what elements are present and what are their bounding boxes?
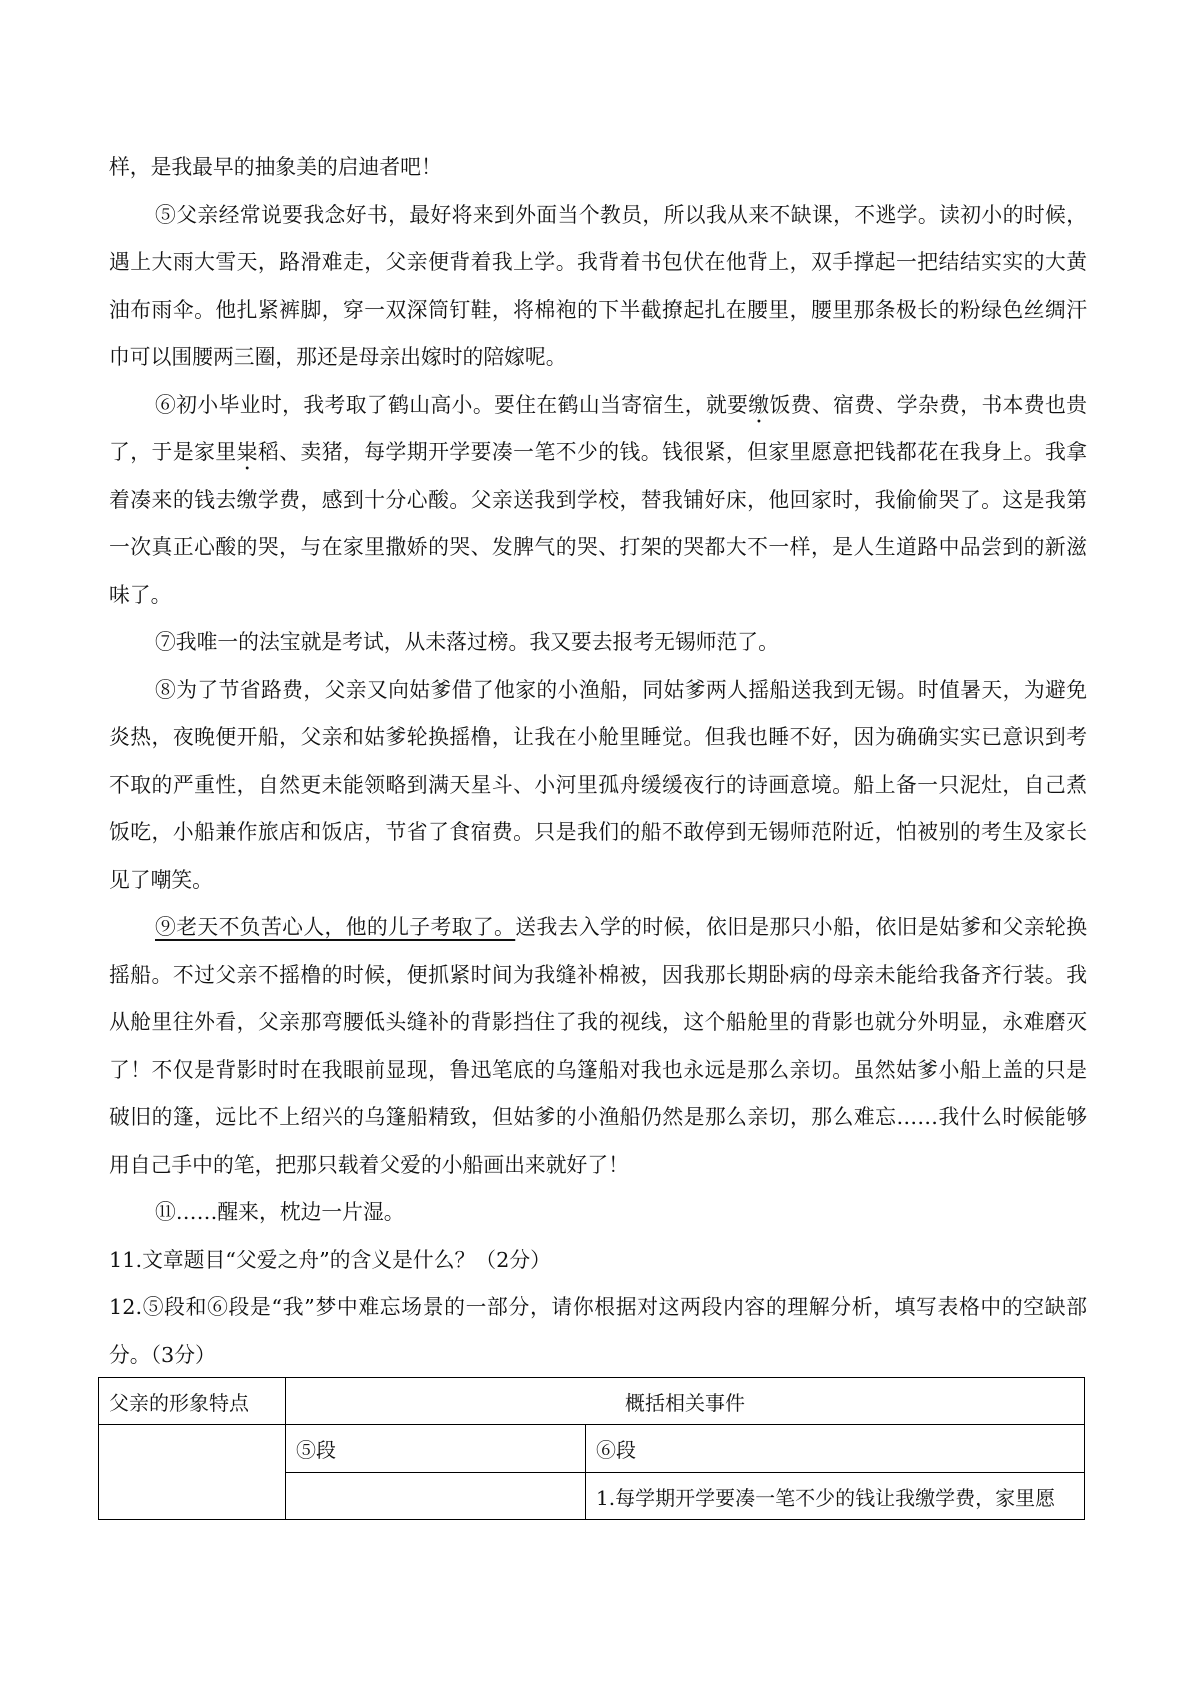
emphasized-char: 粜 [236, 440, 258, 464]
document-page [109, 144, 1087, 1379]
passage-line: 摇船。不过父亲不摇橹的时候，便抓紧时间为我缝补棉被，因我那长期卧病的母亲未能给我备齐行装。我 [109, 962, 1087, 987]
paragraph-11 [109, 1189, 1087, 1237]
passage-line: 炎热，夜晚便开船，父亲和姑爹轮换摇橹，让我在小舱里睡觉。但我也睡不好，因为确确实实已意识到考 [109, 725, 1087, 749]
line-text: ⑥初小毕业时，我考取了鹤山高小。要住在鹤山当寄宿生，就要 [155, 392, 749, 417]
passage-line: 遇上大雨大雪天，路滑难走，父亲便背着我上学。我背着书包伏在他背上，双手撑起一把结结实实的大黄 [109, 250, 1087, 274]
passage-line: 见了嘲笑。 [109, 867, 213, 892]
line-text: 饭费、宿费、学杂费，书本费也贵 [769, 392, 1088, 417]
paragraph-9 [109, 904, 1087, 1189]
answer-cell-trait[interactable] [99, 1425, 286, 1520]
passage-line: 一次真正心酸的哭，与在家里撒娇的哭、发脾气的哭、打架的哭都大不一样，是人生道路中品尝到的新滋 [109, 535, 1087, 559]
passage-line: 从舱里往外看，父亲那弯腰低头缝补的背影挡住了我的视线，这个船舱里的背影也就分外明显，永难磨灭 [109, 1010, 1087, 1034]
passage-line [109, 429, 1087, 477]
cell-paragraph-6-event: 1.每学期开学要凑一笔不少的钱让我缴学费，家里愿 [586, 1473, 1085, 1520]
passage-line: 破旧的篷，远比不上绍兴的乌篷船精致，但姑爹的小渔船仍然是那么亲切，那么难忘……我什么时候能够 [109, 1105, 1087, 1129]
paragraph [109, 144, 1087, 192]
subheader-paragraph-5: ⑤段 [286, 1425, 586, 1473]
question-line: 12.⑤段和⑥段是“我”梦中难忘场景的一部分，请你根据对这两段内容的理解分析，填写表格中的空缺部 [109, 1295, 1087, 1319]
underlined-sentence: ⑨老天不负苦心人，他的儿子考取了。 [155, 915, 516, 939]
passage-line: 不取的严重性，自然更未能领略到满天星斗、小河里孤舟缓缓夜行的诗画意境。船上备一只泥灶，自己煮 [109, 772, 1087, 797]
passage-line [109, 904, 1087, 952]
line-text: 送我去入学的时候，依旧是那只小船，依旧是姑爹和父亲轮换 [515, 915, 1088, 939]
table-header-row [99, 1378, 1085, 1425]
passage-line: ⑦我唯一的法宝就是考试，从未落过榜。我又要去报考无锡师范了。 [155, 630, 779, 654]
answer-table [98, 1377, 1085, 1520]
header-events: 概括相关事件 [286, 1378, 1085, 1425]
emphasized-char: 缴 [748, 392, 770, 417]
paragraph-7 [109, 619, 1087, 667]
passage-line: 饭吃，小船兼作旅店和饭店，节省了食宿费。只是我们的船不敢停到无锡师范附近，怕被别的考生及家长 [109, 820, 1087, 844]
passage-line: 样，是我最早的抽象美的启迪者吧！ [109, 155, 442, 179]
table-subheader-row [99, 1425, 1085, 1473]
paragraph-8 [109, 667, 1087, 905]
passage-line: 用自己手中的笔，把那只载着父爱的小船画出来就好了！ [109, 1152, 629, 1177]
line-text: 了，于是家里 [109, 440, 237, 464]
question-12 [109, 1284, 1087, 1379]
passage-line: 味了。 [109, 582, 172, 607]
answer-cell-paragraph-5[interactable] [286, 1473, 586, 1520]
question-line: 分。（3分） [109, 1342, 216, 1367]
passage-line: 油布雨伞。他扎紧裤脚，穿一双深筒钉鞋，将棉袍的下半截撩起扎在腰里，腰里那条极长的粉绿色丝绸汗 [109, 297, 1087, 322]
passage-line: ⑪……醒来，枕边一片湿。 [155, 1200, 405, 1224]
passage-line: ⑤父亲经常说要我念好书，最好将来到外面当个教员，所以我从来不缺课，不逃学。读初小的时候， [155, 202, 1087, 227]
paragraph-5 [109, 192, 1087, 382]
question-11 [109, 1237, 1087, 1285]
question-line: 11.文章题目“父爱之舟”的含义是什么？（2分） [109, 1247, 551, 1272]
passage-line: 着凑来的钱去缴学费，感到十分心酸。父亲送我到学校，替我铺好床，他回家时，我偷偷哭了。这是我第 [109, 487, 1087, 512]
passage-line: ⑧为了节省路费，父亲又向姑爹借了他家的小渔船，同姑爹两人摇船送我到无锡。时值暑天，为避免 [155, 677, 1087, 702]
passage-line [109, 382, 1087, 430]
subheader-paragraph-6: ⑥段 [586, 1425, 1085, 1473]
header-trait: 父亲的形象特点 [99, 1378, 286, 1425]
passage-line: 巾可以围腰两三圈，那还是母亲出嫁时的陪嫁呢。 [109, 345, 567, 369]
line-text: 稻、卖猪，每学期开学要凑一笔不少的钱。钱很紧，但家里愿意把钱都花在我身上。我拿 [257, 440, 1088, 464]
passage-line: 了！不仅是背影时时在我眼前显现，鲁迅笔底的乌篷船对我也永远是那么亲切。虽然姑爹小船上盖的只是 [109, 1057, 1087, 1082]
paragraph-6 [109, 382, 1087, 620]
